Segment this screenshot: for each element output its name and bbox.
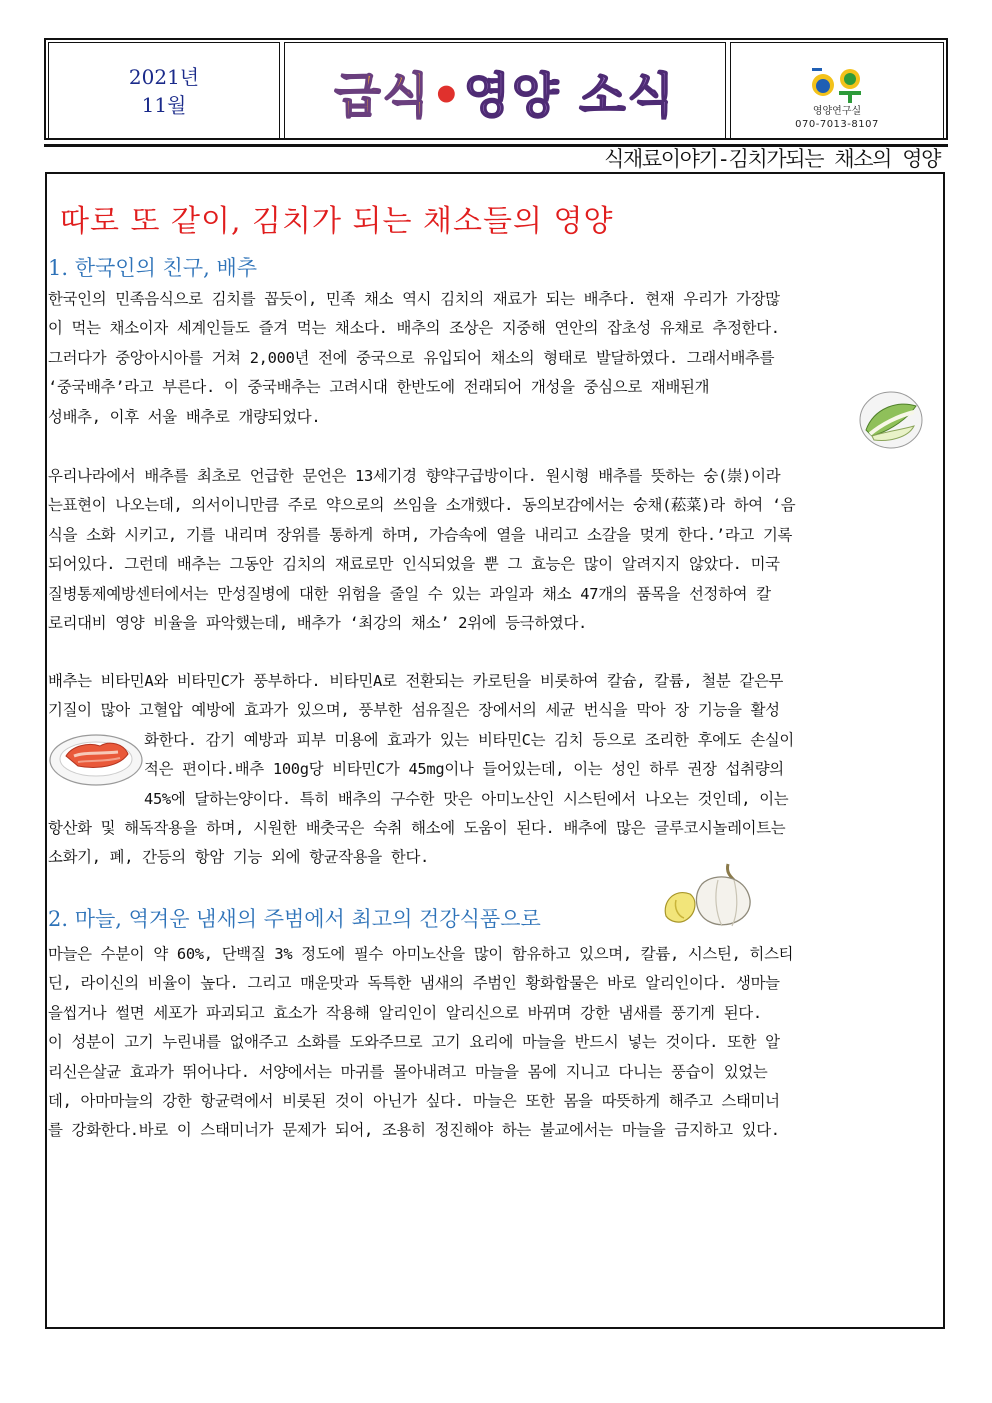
text-line: 한국인의 민족음식으로 김치를 꼽듯이, 민족 채소 역시 김치의 재료가 되는 배추다. 현재 우리가 가장많 <box>48 290 780 308</box>
subtitle-text: 식재료이야기-김치가되는 채소의 영양 <box>604 147 940 171</box>
title-part2: 영양 소식 <box>463 67 676 124</box>
main-title: 따로 또 같이, 김치가 되는 채소들의 영양 <box>60 204 614 239</box>
text-line: 되어있다. 그런데 배추는 그동안 김치의 재료로만 인식되었을 뿐 그 효능은 많이 알려지지 않았다. 미국 <box>48 555 780 574</box>
section2-heading: 2. 마늘, 역겨운 냄새의 주범에서 최고의 건강식품으로 <box>48 907 541 931</box>
text-line: 는표현이 나오는데, 의서이니만큼 주로 약으로의 쓰임을 소개했다. 동의보감에서는 숭채(菘菜)라 하여 ‘음 <box>48 496 796 515</box>
kimchi-plate-icon <box>48 726 144 788</box>
text-line: 로리대비 영양 비율을 파악했는데, 배추가 ‘최강의 채소’ 2위에 등극하였다. <box>48 614 588 633</box>
date-cell <box>48 42 280 140</box>
text-line: 마늘은 수분이 약 60%, 단백질 3% 정도에 필수 아미노산을 많이 함유하고 있으며, 칼륨, 시스틴, 히스티 <box>48 945 794 963</box>
phone-number: 070-7013-8107 <box>795 119 879 130</box>
text-line: 이 먹는 채소이자 세계인들도 즐겨 먹는 채소다. 배추의 조상은 지중해 연안의 잡초성 유채로 추정한다. <box>48 319 780 338</box>
title-dot: • <box>430 67 464 124</box>
text-line: 그러다가 중앙아시아를 거쳐 2,000년 전에 중국으로 유입되어 채소의 형태로 발달하였다. 그래서배추를 <box>48 348 775 367</box>
lab-name: 영양연구실 <box>812 106 862 117</box>
text-line: 배추는 비타민A와 비타민C가 풍부하다. 비타민A로 전환되는 카로틴을 비롯하여 칼슘, 칼륨, 철분 같은무 <box>48 672 784 690</box>
text-line: ‘중국배추’라고 부른다. 이 중국배추는 고려시대 한반도에 전래되어 개성을 중심으로 재배된개 <box>48 378 710 397</box>
hanwoo-logo-icon <box>806 65 868 105</box>
year-text: 2021년 <box>128 65 200 89</box>
text-line: 우리나라에서 배추를 최초로 언급한 문언은 13세기경 향약구급방이다. 원시형 배추를 뜻하는 숭(崇)이라 <box>48 467 781 485</box>
subtitle-bar <box>44 144 948 170</box>
header-box <box>44 38 948 140</box>
section1-para3 <box>48 667 940 873</box>
text-line: 을씹거나 썰면 세포가 파괴되고 효소가 작용해 알리인이 알리신으로 바뀌며 강한 냄새를 풍기게 된다. <box>48 1003 762 1022</box>
text-line: 이 성분이 고기 누린내를 없애주고 소화를 도와주므로 고기 요리에 마늘을 반드시 넣는 것이다. 또한 알 <box>48 1033 780 1052</box>
text-line: 를 강화한다.바로 이 스태미너가 문제가 되어, 조용히 정진해야 하는 불교에서는 마늘을 금지하고 있다. <box>48 1121 780 1140</box>
text-line: 소화기, 폐, 간등의 항암 기능 외에 항균작용을 한다. <box>48 848 430 867</box>
text-line: 데, 아마마늘의 강한 항균력에서 비롯된 것이 아닌가 싶다. 마늘은 또한 몸을 따뜻하게 해주고 스태미너 <box>48 1092 780 1111</box>
title-part1: 급식 <box>334 67 431 124</box>
text-line: 딘, 라이신의 비율이 높다. 그리고 매운맛과 독특한 냄새의 주범인 황화합물은 바로 알리인이다. 생마늘 <box>48 974 780 993</box>
garlic-icon <box>656 856 756 932</box>
logo-cell <box>730 42 944 140</box>
text-line: 기질이 많아 고혈압 예방에 효과가 있으며, 풍부한 섬유질은 장에서의 세균 번식을 막아 장 기능을 활성 <box>48 701 780 720</box>
text-line: 식을 소화 시키고, 기를 내리며 장위를 통하게 하며, 가슴속에 열을 내리고 소갈을 멎게 한다.’라고 기록 <box>48 525 793 544</box>
text-line: 적은 편이다.배추 100g당 비타민C가 45mg이나 들어있는데, 이는 성인 하루 권장 섭취량의 <box>144 760 784 779</box>
text-line: 성배추, 이후 서울 배추로 개량되었다. <box>48 407 321 426</box>
text-line: 질병통제예방센터에서는 만성질병에 대한 위험을 줄일 수 있는 과일과 채소 47개의 품목을 선정하여 칼 <box>48 584 771 603</box>
cabbage-icon <box>858 386 924 450</box>
text-line: 리신은살균 효과가 뛰어나다. 서양에서는 마귀를 몰아내려고 마늘을 몸에 지니고 다니는 풍습이 있었는 <box>48 1062 768 1081</box>
section1-para1 <box>48 285 940 432</box>
text-line: 화한다. 감기 예방과 피부 미용에 효과가 있는 비타민C는 김치 등으로 조리한 후에도 손실이 <box>144 730 794 749</box>
section1-para2 <box>48 462 940 638</box>
text-line: 항산화 및 해독작용을 하며, 시원한 배춧국은 숙취 해소에 도움이 된다. 배추에 많은 글루코시놀레이트는 <box>48 819 786 838</box>
text-line: 45%에 달하는양이다. 특히 배추의 구수한 맛은 아미노산인 시스틴에서 나오는 것인데, 이는 <box>144 789 789 808</box>
section2-para <box>48 940 940 1146</box>
month-text: 11월 <box>141 93 187 117</box>
newsletter-title <box>334 57 676 126</box>
section1-heading: 1. 한국인의 친구, 배추 <box>48 256 258 280</box>
title-cell <box>284 42 726 140</box>
